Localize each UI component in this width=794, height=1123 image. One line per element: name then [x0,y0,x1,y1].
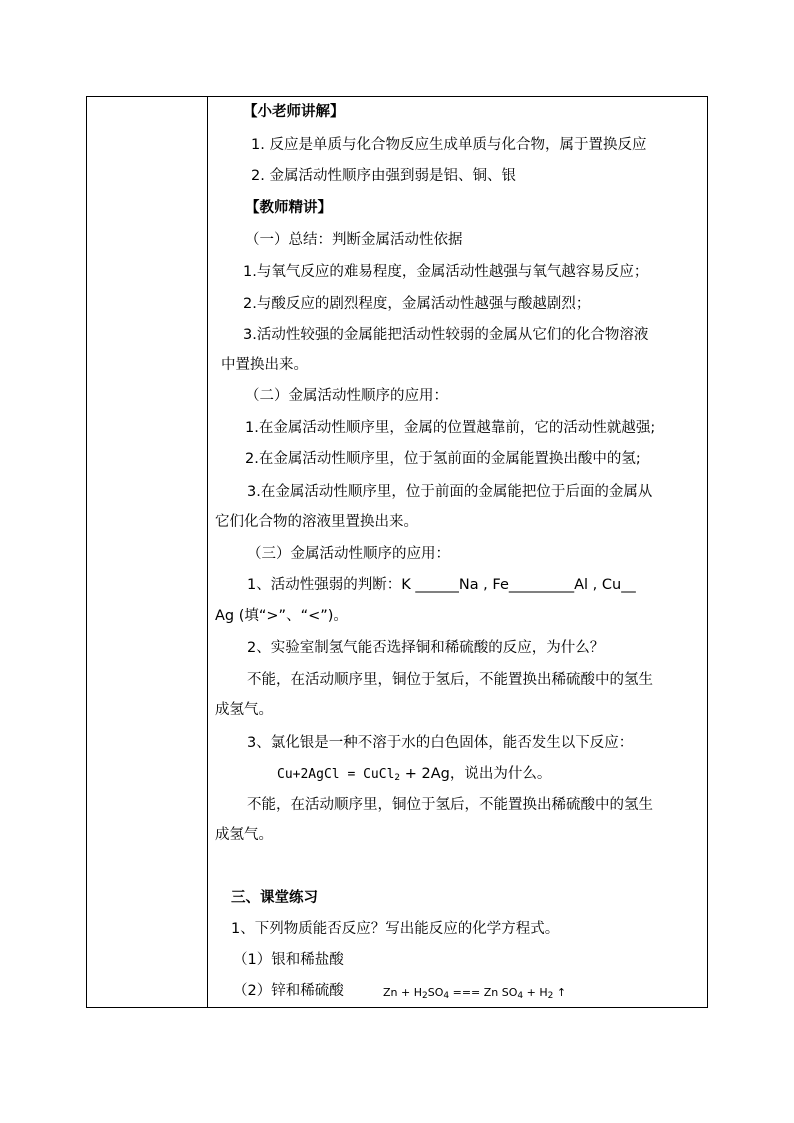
application-heading: （二）金属活动性顺序的应用： [245,388,448,404]
summary-item-3-line1: 3.活动性较强的金属能把活动性较弱的金属从它们的化合物溶液 [243,327,649,343]
summary-item-1: 1.与氧气反应的难易程度，金属活动性越强与氧气越容易反应； [243,264,649,280]
table-column-divider [207,97,208,1007]
application-item-1: 1.在金属活动性顺序里，金属的位置越靠前，它的活动性就越强; [245,420,656,436]
application-item-3-line2: 它们化合物的溶液里置换出来。 [215,514,418,530]
student-explain-title: 【小老师讲解】 [243,104,345,120]
eq-part-a: Zn + H [383,986,422,999]
practice-question-1: 1、下列物质能否反应？写出能反应的化学方程式。 [231,921,560,937]
eq-part-e: ↑ [553,986,567,999]
practice-item-2: （2）锌和稀硫酸 [233,983,344,999]
question-3-equation-left: Cu+2AgCl = CuCl [277,767,395,782]
question-2-answer-line2: 成氢气。 [215,702,273,718]
summary-item-3-line2: 中置换出来。 [221,357,308,373]
application2-heading: （三）金属活动性顺序的应用： [247,546,450,562]
eq-part-b: SO [427,986,444,999]
question-2: 2、实验室制氢气能否选择铜和稀硫酸的反应，为什么？ [247,640,605,656]
question-3-equation [277,764,551,788]
practice-item-1: （1）银和稀盐酸 [233,952,344,968]
eq-sub-1: 2 [422,991,428,1001]
lesson-table [86,96,708,1008]
eq-part-d: + H [523,986,548,999]
question-2-answer-line1: 不能，在活动顺序里，铜位于氢后，不能置换出稀硫酸中的氢生 [247,672,653,688]
question-3: 3、氯化银是一种不溶于水的白色固体，能否发生以下反应： [247,735,634,751]
eq-sub-4: 2 [547,991,554,1001]
eq-part-c: === Zn SO [449,986,518,999]
question-1-line2: Ag (填“>”、“<”)。 [215,608,348,624]
practice-item-2-equation [383,983,566,1006]
question-3-answer-line1: 不能，在活动顺序里，铜位于氢后，不能置换出稀硫酸中的氢生 [247,797,653,813]
student-explain-item-1: 1. 反应是单质与化合物反应生成单质与化合物，属于置换反应 [251,137,647,153]
student-explain-item-2: 2. 金属活动性顺序由强到弱是铝、铜、银 [251,168,516,184]
table-content-cell [209,97,707,1007]
question-3-answer-line2: 成氢气。 [215,827,273,843]
summary-heading: （一）总结：判断金属活动性依据 [245,232,463,248]
summary-item-2: 2.与酸反应的剧烈程度，金属活动性越强与酸越剧烈； [243,296,591,312]
teacher-explain-title: 【教师精讲】 [245,200,332,216]
class-practice-title: 三、课堂练习 [231,890,318,906]
question-3-equation-subscript: 2 [394,773,401,783]
eq-sub-3: 4 [517,991,524,1001]
eq-sub-2: 4 [443,991,450,1001]
question-1-line1: 1、活动性强弱的判断：K ______Na , Fe_________Al , Cu__ [247,577,636,593]
application-item-3-line1: 3.在金属活动性顺序里，位于前面的金属能把位于后面的金属从 [247,484,653,500]
application-item-2: 2.在金属活动性顺序里，位于氢前面的金属能置换出酸中的氢; [245,451,641,467]
question-3-equation-right: + 2Ag，说出为什么。 [400,766,552,782]
